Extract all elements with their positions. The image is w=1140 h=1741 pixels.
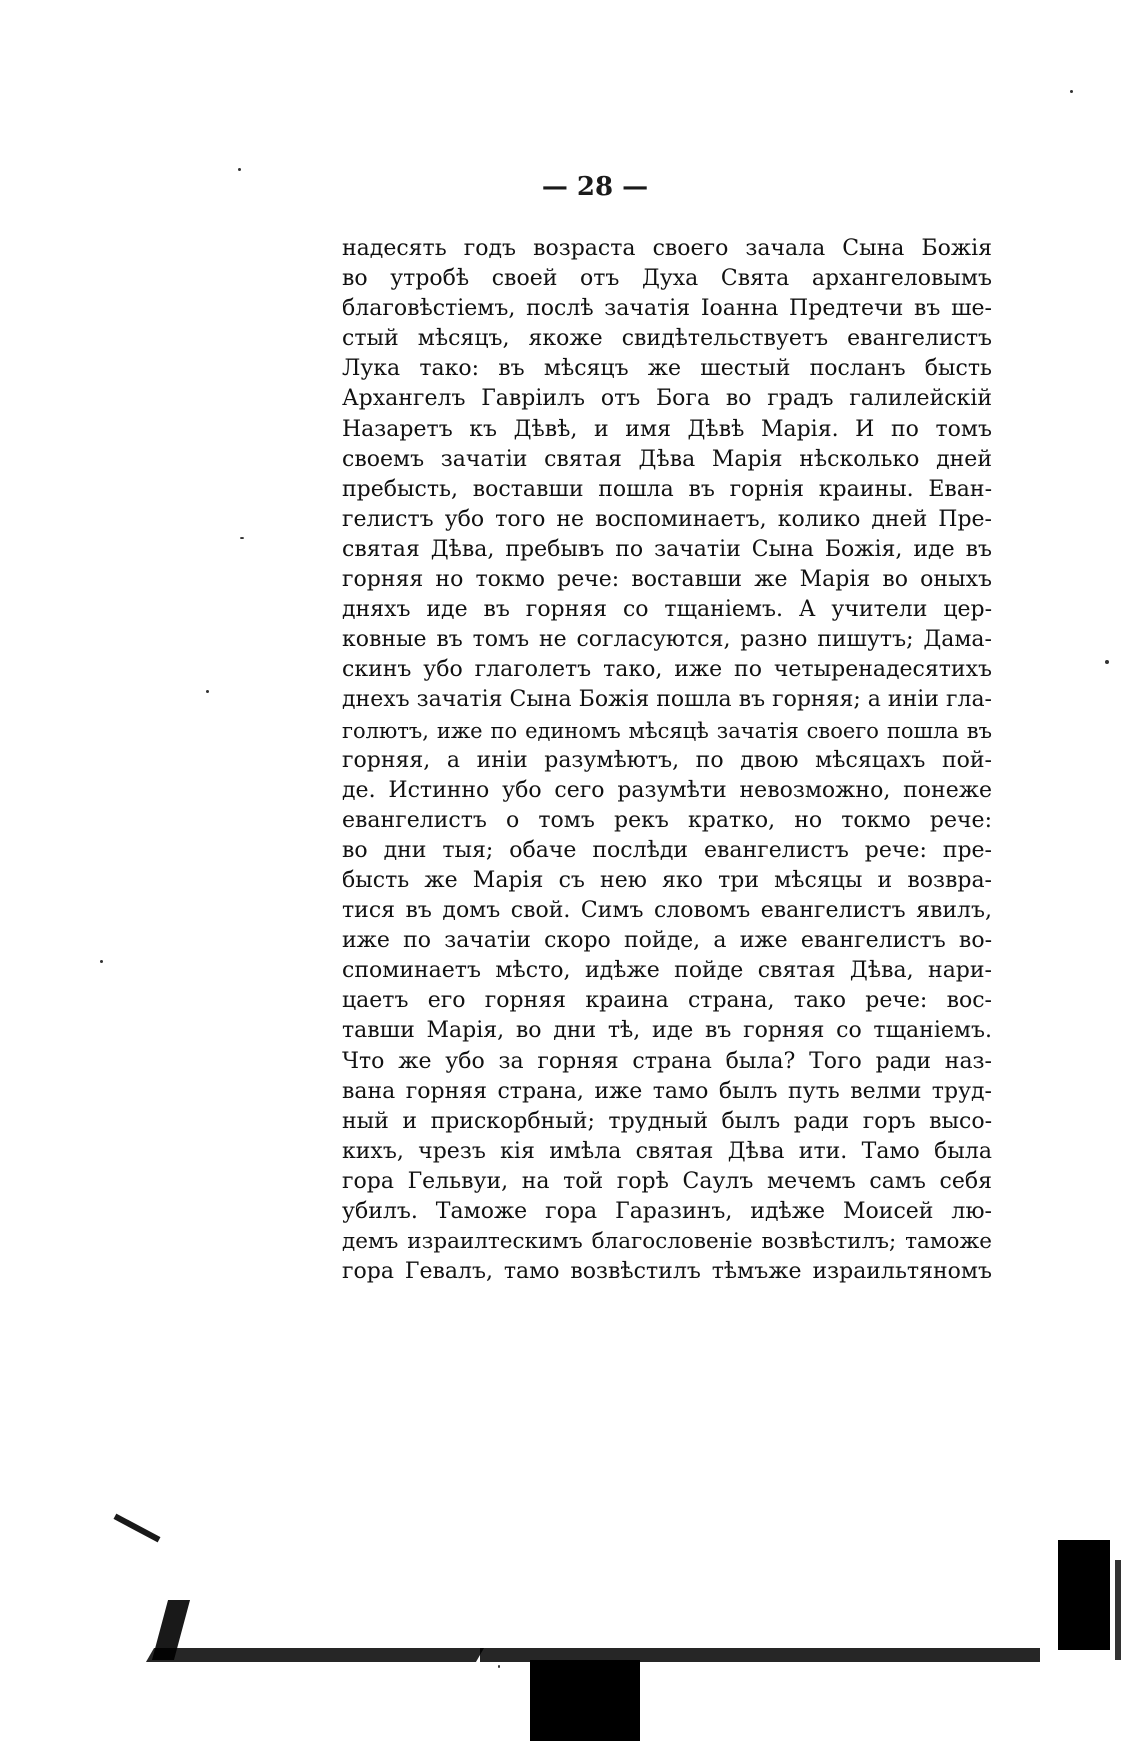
text-line: скинъ убо глаголетъ тако, иже по четыренадесятихъ <box>342 657 992 683</box>
text-line: тавши Марія, во дни тѣ, иде въ горняя со тщаніемъ. <box>342 1018 992 1044</box>
text-line: Назаретъ къ Дѣвѣ, и имя Дѣвѣ Марія. И по томъ <box>342 416 992 442</box>
speck <box>238 168 241 171</box>
text-line: тися въ домъ свой. Симъ словомъ евангелистъ явилъ, <box>342 898 992 924</box>
scan-artifact-right-edge <box>1115 1560 1121 1660</box>
speck <box>1070 90 1073 93</box>
text-line: иже по зачатіи скоро пойде, а иже евангелистъ во- <box>342 928 992 954</box>
text-line: убилъ. Таможе гора Гаразинъ, идѣже Моисей лю- <box>342 1199 992 1224</box>
text-line: вана горняя страна, иже тамо былъ путь велми труд- <box>342 1078 992 1104</box>
text-line: Что же убо за горняя страна была? Того ради наз- <box>342 1048 992 1074</box>
text-line: споминаетъ мѣсто, идѣже пойде святая Дѣва, нари- <box>342 958 992 984</box>
speck <box>240 537 244 539</box>
text-line: пребысть, воставши пошла въ горнія краины. Еван- <box>342 476 992 502</box>
text-line: голютъ, иже по единомъ мѣсяцѣ зачатія своего пошла въ <box>342 718 992 743</box>
text-line: кихъ, чрезъ кія имѣла святая Дѣва ити. Тамо была <box>342 1138 992 1164</box>
text-line: демъ израилтескимъ благословеніе возвѣстилъ; таможе <box>342 1229 992 1255</box>
text-line: гора Гевалъ, тамо возвѣстилъ тѣмъже израильтяномъ <box>342 1259 992 1285</box>
text-line: благовѣстіемъ, послѣ зачатія Іоанна Предтечи въ ше- <box>342 296 992 322</box>
speck <box>1105 660 1109 664</box>
text-line: цаетъ его горняя краина страна, тако рече: вос- <box>342 988 992 1014</box>
text-line: ковные въ томъ не согласуются, разно пишутъ; Дама- <box>342 627 992 653</box>
text-line: горняя, а иніи разумѣютъ, по двою мѣсяцахъ пой- <box>342 747 992 773</box>
text-line: Архангелъ Гавріилъ отъ Бога во градъ галилейскій <box>342 386 992 412</box>
text-line: гора Гельвуи, на той горѣ Саулъ мечемъ самъ себя <box>342 1168 992 1194</box>
text-line: во дни тыя; обаче послѣди евангелистъ рече: пре- <box>342 837 992 863</box>
speck <box>206 690 209 693</box>
text-line: ный и прискорбный; трудный былъ ради горъ высо- <box>342 1108 992 1134</box>
text-line: святая Дѣва, пребывъ по зачатіи Сына Божія, иде въ <box>342 536 992 562</box>
scan-artifact-bottom-left <box>146 1648 484 1662</box>
text-line: де. Истинно убо сего разумѣти невозможно, понеже <box>342 777 992 803</box>
speck <box>498 1665 500 1668</box>
scan-artifact-left-mark <box>114 1514 161 1543</box>
text-line: Лука тако: въ мѣсяцъ же шестый посланъ бысть <box>342 356 992 382</box>
text-line: дняхъ иде въ горняя со тщаніемъ. А учители цер- <box>342 597 992 623</box>
text-line: евангелистъ о томъ рекъ кратко, но токмо рече: <box>342 807 992 833</box>
text-line: во утробѣ своей отъ Духа Свята архангеловымъ <box>342 266 992 292</box>
text-line: своемъ зачатіи святая Дѣва Марія нѣсколько дней <box>342 446 992 472</box>
text-line: днехъ зачатія Сына Божія пошла въ горняя; а иніи гла- <box>342 687 992 713</box>
text-line: гелистъ убо того не воспоминаетъ, колико дней Пре- <box>342 506 992 532</box>
page-number: — 28 — <box>541 172 649 202</box>
speck <box>100 960 103 963</box>
text-line: стый мѣсяцъ, якоже свидѣтельствуетъ евангелистъ <box>342 326 992 352</box>
text-line: бысть же Марія съ нею яко три мѣсяцы и возвра- <box>342 867 992 893</box>
text-line: надесять годъ возраста своего зачала Сына Божія <box>342 236 992 261</box>
body-text <box>342 234 992 1287</box>
text-line: горняя но токмо рече: воставши же Марія во оныхъ <box>342 567 992 593</box>
scan-artifact-right-block <box>1058 1540 1110 1650</box>
scan-artifact-bottom-bar <box>530 1660 640 1741</box>
scan-artifact-bottom-strip <box>480 1648 1040 1662</box>
